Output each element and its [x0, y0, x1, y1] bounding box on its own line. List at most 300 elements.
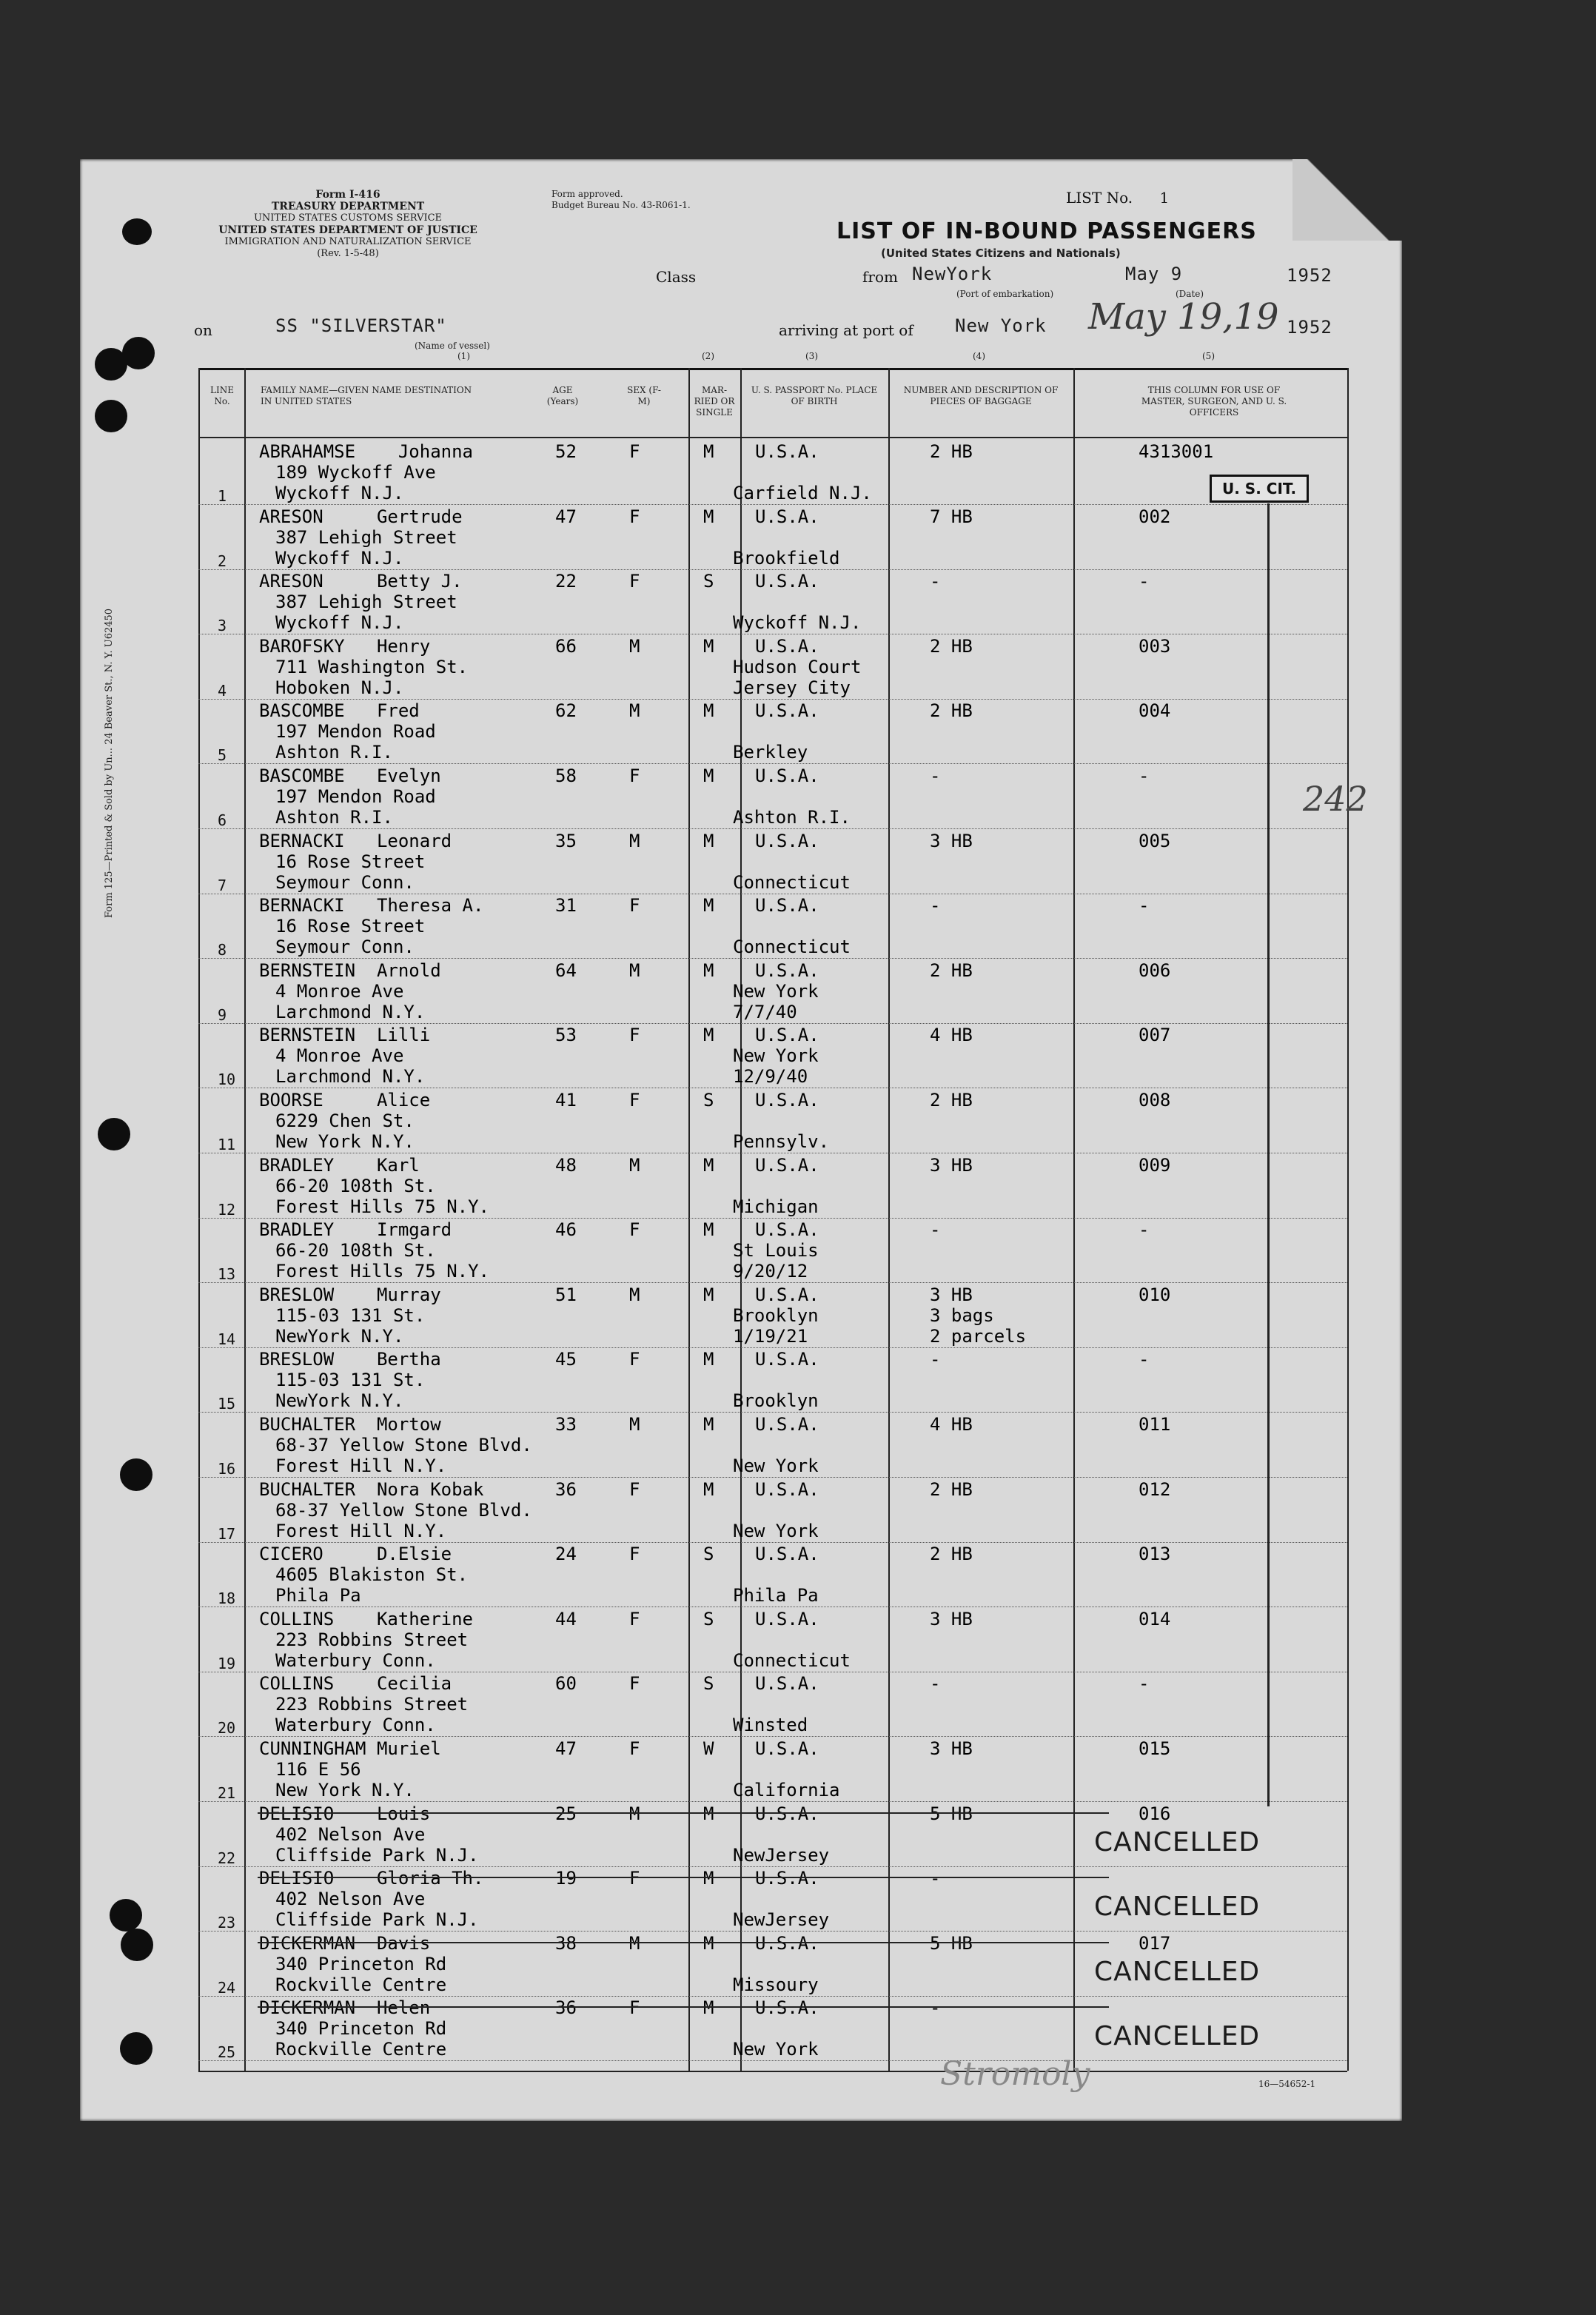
address-line-2: Waterbury Conn. [275, 1649, 436, 1671]
address-line-2: NewYork N.Y. [275, 1390, 404, 1412]
form-number: Form I-416 [315, 189, 380, 201]
place-of-birth-2: Pennsylv. [733, 1131, 830, 1152]
passenger-entry [198, 1737, 1347, 1802]
baggage-1: 2 HB [930, 1090, 973, 1110]
passenger-sex: F [629, 1025, 640, 1046]
passenger-entry [198, 1153, 1347, 1219]
on-label: on [194, 321, 212, 339]
place-of-birth-2: Brooklyn [733, 1390, 819, 1412]
embark-caption: (Port of embarkation) [956, 289, 1054, 299]
line-number: 2 [218, 552, 227, 570]
passenger-sex: F [629, 571, 640, 592]
officer-number: - [1139, 571, 1150, 592]
departure-date: May 9 [1125, 264, 1183, 284]
address-line-1: 115-03 131 St. [275, 1304, 426, 1326]
line-number: 5 [218, 746, 227, 765]
passenger-age: 60 [555, 1673, 577, 1695]
passenger-age: 36 [555, 1478, 577, 1500]
footer-code: 16—54652-1 [1258, 2079, 1316, 2089]
passport-number: U.S.A. [755, 506, 819, 527]
strike-through-line [258, 1812, 1109, 1814]
passenger-age: 44 [555, 1608, 577, 1629]
passenger-age: 52 [555, 441, 577, 462]
col-header-passport: U. S. PASSPORT No. PLACE OF BIRTH [751, 385, 878, 406]
place-of-birth-2: 9/20/12 [733, 1261, 808, 1282]
passenger-name: DELISIO Louis [259, 1803, 431, 1824]
passenger-sex: F [629, 895, 640, 917]
list-no-value: 1 [1159, 189, 1170, 207]
page-subtitle: (United States Citizens and Nationals) [881, 247, 1121, 260]
col-header-line-no: LINE No. [210, 385, 234, 406]
line-number: 21 [218, 1784, 236, 1802]
line-number: 15 [218, 1395, 236, 1413]
address-line-1: 16 Rose Street [275, 916, 426, 937]
passport-number: U.S.A. [755, 1544, 819, 1565]
passenger-sex: F [629, 1738, 640, 1759]
baggage-1: - [930, 1997, 941, 2019]
passenger-entry [198, 1542, 1347, 1607]
passenger-name: BAROFSKY Henry [259, 635, 431, 657]
marital-status: M [703, 1154, 714, 1176]
treasury-dept: TREASURY DEPARTMENT [271, 201, 425, 212]
marital-status: M [703, 506, 714, 527]
passport-number: U.S.A. [755, 1673, 819, 1695]
passenger-name: BERNACKI Theresa A. [259, 895, 484, 917]
address-line-2: Ashton R.I. [275, 807, 393, 828]
address-line-1: 197 Mendon Road [275, 786, 436, 807]
line-number: 25 [218, 2043, 236, 2062]
margin-note: 242 [1303, 779, 1368, 819]
vessel-name: SS "SILVERSTAR" [275, 315, 447, 336]
col-header-age: AGE (Years) [546, 385, 579, 406]
officer-number: 009 [1139, 1154, 1171, 1176]
line-number: 4 [218, 681, 227, 700]
line-number: 9 [218, 1005, 227, 1024]
officer-number: 010 [1139, 1284, 1171, 1305]
passenger-sex: M [629, 830, 640, 851]
baggage-1: 2 HB [930, 635, 973, 657]
list-number [1066, 189, 1169, 207]
passport-number: U.S.A. [755, 1868, 819, 1889]
passenger-sex: M [629, 1803, 640, 1824]
place-of-birth-1: Brooklyn [733, 1304, 819, 1326]
arriving-label: arriving at port of [779, 321, 913, 339]
passenger-age: 45 [555, 1349, 577, 1370]
baggage-1: 4 HB [930, 1025, 973, 1046]
officer-number: - [1139, 895, 1150, 917]
vessel-caption: (Name of vessel) [415, 341, 490, 351]
place-of-birth-2: Brookfield [733, 547, 840, 569]
col-header-name: FAMILY NAME—GIVEN NAME DESTINATION IN UNITED STATES [261, 385, 472, 406]
revision: (Rev. 1-5-48) [317, 248, 379, 259]
passport-number: U.S.A. [755, 1803, 819, 1824]
passenger-entry [198, 634, 1347, 700]
marital-status: M [703, 1997, 714, 2019]
passenger-sex: F [629, 1090, 640, 1110]
col-header-sex: SEX (F-M) [627, 385, 661, 406]
baggage-1: 2 HB [930, 1544, 973, 1565]
passenger-sex: F [629, 1349, 640, 1370]
place-of-birth-2: California [733, 1780, 840, 1800]
address-line-1: 115-03 131 St. [275, 1370, 426, 1391]
passenger-age: 35 [555, 830, 577, 851]
address-line-1: 68-37 Yellow Stone Blvd. [275, 1435, 532, 1455]
address-line-1: 340 Princeton Rd [275, 1953, 447, 1974]
place-of-birth-2: Connecticut [733, 871, 851, 893]
punch-hole [95, 400, 127, 432]
officer-number: 016 [1139, 1803, 1171, 1824]
baggage-1: 3 HB [930, 1738, 973, 1759]
passenger-sex: M [629, 959, 640, 981]
list-no-label: LIST No. [1066, 189, 1133, 207]
passenger-age: 62 [555, 700, 577, 722]
line-number: 8 [218, 941, 227, 959]
address-line-2: Seymour Conn. [275, 937, 415, 958]
address-line-1: 402 Nelson Ave [275, 1889, 426, 1910]
officer-number: 002 [1139, 506, 1171, 527]
marital-status: M [703, 441, 714, 462]
baggage-1: 5 HB [930, 1803, 973, 1824]
line-number: 14 [218, 1330, 236, 1348]
passenger-age: 64 [555, 959, 577, 981]
ins-service: IMMIGRATION AND NATURALIZATION SERVICE [224, 236, 472, 247]
line-number: 19 [218, 1654, 236, 1672]
justice-dept: UNITED STATES DEPARTMENT OF JUSTICE [218, 224, 477, 236]
passport-number: U.S.A. [755, 571, 819, 592]
passenger-name: DELISIO Gloria Th. [259, 1868, 484, 1889]
officer-number: 006 [1139, 959, 1171, 981]
baggage-1: 2 HB [930, 959, 973, 981]
cancelled-stamp: CANCELLED [1094, 2021, 1261, 2052]
line-number: 12 [218, 1200, 236, 1219]
passenger-age: 31 [555, 895, 577, 917]
side-print-text: Form 125—Printed & Sold by Un... 24 Beaver St., N. Y. U62450 [104, 608, 115, 918]
address-line-2: Rockville Centre [275, 1974, 447, 1995]
address-line-2: Cliffside Park N.J. [275, 1844, 479, 1866]
strike-through-line [258, 1877, 1109, 1878]
address-line-2: Waterbury Conn. [275, 1715, 436, 1736]
marital-status: M [703, 635, 714, 657]
place-of-birth-1: New York [733, 1045, 819, 1067]
address-line-2: Seymour Conn. [275, 871, 415, 893]
officer-number: 004 [1139, 700, 1171, 722]
passenger-entry [198, 894, 1347, 959]
customs-service: UNITED STATES CUSTOMS SERVICE [253, 212, 443, 224]
passport-number: U.S.A. [755, 959, 819, 981]
place-of-birth-2: 7/7/40 [733, 1001, 797, 1022]
address-line-1: 66-20 108th St. [275, 1240, 436, 1262]
passport-number: U.S.A. [755, 1932, 819, 1954]
passenger-sex: F [629, 1608, 640, 1629]
passenger-name: ABRAHAMSE Johanna [259, 441, 473, 462]
cancelled-stamp: CANCELLED [1094, 1892, 1261, 1923]
officer-number: 4313001 [1139, 441, 1214, 462]
address-line-2: Rockville Centre [275, 2039, 447, 2060]
passenger-age: 38 [555, 1932, 577, 1954]
marital-status: M [703, 895, 714, 917]
officer-number: 017 [1139, 1932, 1171, 1954]
passenger-name: BASCOMBE Evelyn [259, 765, 441, 786]
passenger-entry [198, 1088, 1347, 1153]
passport-number: U.S.A. [755, 1608, 819, 1629]
passenger-entry [198, 1218, 1347, 1283]
address-line-1: 223 Robbins Street [275, 1629, 469, 1650]
place-of-birth-2: NewJersey [733, 1844, 830, 1866]
punch-hole [122, 337, 155, 369]
baggage-1: 7 HB [930, 506, 973, 527]
officer-number: 014 [1139, 1608, 1171, 1629]
passenger-entry [198, 1866, 1347, 1932]
passenger-entry [198, 569, 1347, 634]
passenger-age: 51 [555, 1284, 577, 1305]
marital-status: M [703, 1478, 714, 1500]
baggage-3: 2 parcels [930, 1325, 1027, 1347]
form-approved-text: Form approved. [551, 189, 623, 199]
port-of-embarkation: NewYork [912, 264, 993, 284]
passenger-name: BRESLOW Murray [259, 1284, 441, 1305]
punch-hole [122, 218, 152, 245]
passenger-name: BERNSTEIN Arnold [259, 959, 441, 981]
punch-hole [110, 1899, 142, 1932]
officer-number: 015 [1139, 1738, 1171, 1759]
address-line-1: 116 E 56 [275, 1759, 361, 1780]
officer-number: - [1139, 765, 1150, 786]
address-line-1: 340 Princeton Rd [275, 2018, 447, 2040]
passport-number: U.S.A. [755, 1284, 819, 1305]
punch-hole [98, 1118, 130, 1150]
baggage-1: 2 HB [930, 1478, 973, 1500]
marital-status: M [703, 1025, 714, 1046]
officer-number: 007 [1139, 1025, 1171, 1046]
col-header-baggage: NUMBER AND DESCRIPTION OF PIECES OF BAGGAGE [903, 385, 1059, 406]
passenger-age: 41 [555, 1090, 577, 1110]
baggage-1: 3 HB [930, 1154, 973, 1176]
address-line-2: Cliffside Park N.J. [275, 1909, 479, 1931]
stamp-bracket-line [1267, 503, 1270, 1806]
arrival-year: 1952 [1287, 317, 1332, 338]
marital-status: M [703, 765, 714, 786]
officer-number: - [1139, 1219, 1150, 1241]
passenger-name: BUCHALTER Nora Kobak [259, 1478, 484, 1500]
page-title: LIST OF IN-BOUND PASSENGERS [836, 218, 1257, 244]
caption-3: (3) [805, 351, 818, 361]
address-line-2: New York N.Y. [275, 1780, 415, 1800]
address-line-1: 711 Washington St. [275, 656, 469, 677]
passenger-name: COLLINS Cecilia [259, 1673, 452, 1695]
marital-status: S [703, 1608, 714, 1629]
caption-4: (4) [973, 351, 985, 361]
place-of-birth-2: Connecticut [733, 937, 851, 958]
baggage-1: 2 HB [930, 441, 973, 462]
address-line-2: Hoboken N.J. [275, 677, 404, 698]
passenger-name: BRADLEY Karl [259, 1154, 420, 1176]
passenger-age: 66 [555, 635, 577, 657]
passenger-sex: F [629, 1544, 640, 1565]
passport-number: U.S.A. [755, 635, 819, 657]
caption-5: (5) [1202, 351, 1215, 361]
address-line-1: 16 Rose Street [275, 851, 426, 872]
address-line-1: 6229 Chen St. [275, 1110, 415, 1131]
place-of-birth-2: Jersey City [733, 677, 851, 698]
passenger-entry [198, 1932, 1347, 1997]
place-of-birth-2: New York [733, 2039, 819, 2060]
officer-number: 013 [1139, 1544, 1171, 1565]
bottom-rule [198, 2071, 1347, 2072]
baggage-1: - [930, 571, 941, 592]
passport-number: U.S.A. [755, 1349, 819, 1370]
passport-number: U.S.A. [755, 1478, 819, 1500]
baggage-1: - [930, 765, 941, 786]
baggage-1: 3 HB [930, 1608, 973, 1629]
passenger-name: DICKERMAN Helen [259, 1997, 431, 2019]
marital-status: M [703, 1868, 714, 1889]
passenger-name: CUNNINGHAM Muriel [259, 1738, 441, 1759]
place-of-birth-1: New York [733, 980, 819, 1002]
passenger-sex: F [629, 506, 640, 527]
passport-number: U.S.A. [755, 1414, 819, 1435]
passenger-sex: F [629, 1673, 640, 1695]
passenger-sex: F [629, 1997, 640, 2019]
line-number: 23 [218, 1914, 236, 1932]
passenger-age: 25 [555, 1803, 577, 1824]
baggage-1: 3 HB [930, 1284, 973, 1305]
agency-header [155, 189, 540, 260]
address-line-1: 197 Mendon Road [275, 721, 436, 743]
passport-number: U.S.A. [755, 895, 819, 917]
officer-signature: Stromoly [940, 2055, 1090, 2093]
marital-status: M [703, 1284, 714, 1305]
passport-number: U.S.A. [755, 700, 819, 722]
passenger-age: 48 [555, 1154, 577, 1176]
officer-number: 012 [1139, 1478, 1171, 1500]
place-of-birth-2: Connecticut [733, 1649, 851, 1671]
address-line-2: Wyckoff N.J. [275, 547, 404, 569]
punch-hole [120, 2032, 152, 2065]
address-line-2: Forest Hill N.Y. [275, 1520, 447, 1541]
address-line-1: 4 Monroe Ave [275, 1045, 404, 1067]
passenger-entry [198, 1996, 1347, 2061]
port-of-arrival: New York [955, 315, 1047, 336]
passenger-entry [198, 1802, 1347, 1867]
passenger-entry [198, 959, 1347, 1024]
passenger-name: ARESON Gertrude [259, 506, 463, 527]
passenger-age: 24 [555, 1544, 577, 1565]
line-number: 1 [218, 487, 227, 505]
line-number: 24 [218, 1978, 236, 1997]
us-citizen-stamp: U. S. CIT. [1210, 475, 1309, 503]
line-number: 10 [218, 1071, 236, 1089]
baggage-2: 3 bags [930, 1304, 994, 1326]
marital-status: M [703, 1219, 714, 1241]
punch-hole [121, 1929, 153, 1961]
passport-number: U.S.A. [755, 1154, 819, 1176]
header-rule [198, 437, 1347, 438]
passenger-entry [198, 1283, 1347, 1348]
passenger-entry [198, 1607, 1347, 1672]
baggage-1: 5 HB [930, 1932, 973, 1954]
passport-number: U.S.A. [755, 830, 819, 851]
form-approval [551, 189, 691, 211]
passport-number: U.S.A. [755, 1025, 819, 1046]
departure-year: 1952 [1287, 265, 1332, 286]
passenger-entry [198, 699, 1347, 764]
passenger-entry [198, 764, 1347, 829]
place-of-birth-2: Ashton R.I. [733, 807, 851, 828]
line-number: 18 [218, 1589, 236, 1608]
passenger-age: 36 [555, 1997, 577, 2019]
passenger-name: BASCOMBE Fred [259, 700, 420, 722]
place-of-birth-2: New York [733, 1520, 819, 1541]
address-line-2: Forest Hill N.Y. [275, 1455, 447, 1476]
baggage-1: 4 HB [930, 1414, 973, 1435]
place-of-birth-2: Carfield N.J. [733, 483, 872, 503]
class-label: Class [656, 268, 697, 286]
budget-bureau-text: Budget Bureau No. 43-R061-1. [551, 200, 691, 210]
passenger-sex: M [629, 700, 640, 722]
passenger-sex: M [629, 1414, 640, 1435]
passenger-name: COLLINS Katherine [259, 1608, 473, 1629]
passenger-sex: M [629, 1932, 640, 1954]
passenger-entry [198, 1023, 1347, 1088]
strike-through-line [258, 1942, 1109, 1943]
address-line-1: 387 Lehigh Street [275, 592, 457, 613]
baggage-1: - [930, 1868, 941, 1889]
officer-number: 011 [1139, 1414, 1171, 1435]
marital-status: M [703, 1349, 714, 1370]
baggage-1: - [930, 895, 941, 917]
from-label: from [862, 268, 898, 286]
line-number: 13 [218, 1265, 236, 1284]
marital-status: S [703, 1544, 714, 1565]
passenger-entry [198, 1478, 1347, 1543]
passenger-name: CICERO D.Elsie [259, 1544, 452, 1565]
passenger-sex: M [629, 1154, 640, 1176]
marital-status: M [703, 959, 714, 981]
address-line-1: 66-20 108th St. [275, 1175, 436, 1196]
cancelled-stamp: CANCELLED [1094, 1956, 1261, 1987]
place-of-birth-2: 1/19/21 [733, 1325, 808, 1347]
passenger-name: DICKERMAN Davis [259, 1932, 431, 1954]
place-of-birth-2: NewJersey [733, 1909, 830, 1931]
place-of-birth-2: New York [733, 1455, 819, 1476]
line-number: 6 [218, 811, 227, 829]
address-line-1: 387 Lehigh Street [275, 526, 457, 548]
passenger-name: BERNSTEIN Lilli [259, 1025, 431, 1046]
baggage-1: 3 HB [930, 830, 973, 851]
passenger-age: 22 [555, 571, 577, 592]
marital-status: S [703, 1090, 714, 1110]
punch-hole [120, 1458, 152, 1491]
passenger-name: BRADLEY Irmgard [259, 1219, 452, 1241]
passenger-age: 53 [555, 1025, 577, 1046]
address-line-2: Larchmond N.Y. [275, 1001, 426, 1022]
date-caption: (Date) [1176, 289, 1204, 299]
place-of-birth-2: Winsted [733, 1715, 808, 1736]
place-of-birth-2: Missoury [733, 1974, 819, 1995]
passport-number: U.S.A. [755, 1738, 819, 1759]
line-number: 17 [218, 1524, 236, 1543]
passenger-age: 19 [555, 1868, 577, 1889]
passport-number: U.S.A. [755, 1997, 819, 2019]
passenger-entry [198, 1413, 1347, 1478]
cancelled-stamp: CANCELLED [1094, 1826, 1261, 1857]
line-number: 20 [218, 1719, 236, 1738]
line-number: 7 [218, 876, 227, 894]
passenger-name: BUCHALTER Mortow [259, 1414, 441, 1435]
passenger-age: 33 [555, 1414, 577, 1435]
passenger-age: 47 [555, 506, 577, 527]
passport-number: U.S.A. [755, 1090, 819, 1110]
